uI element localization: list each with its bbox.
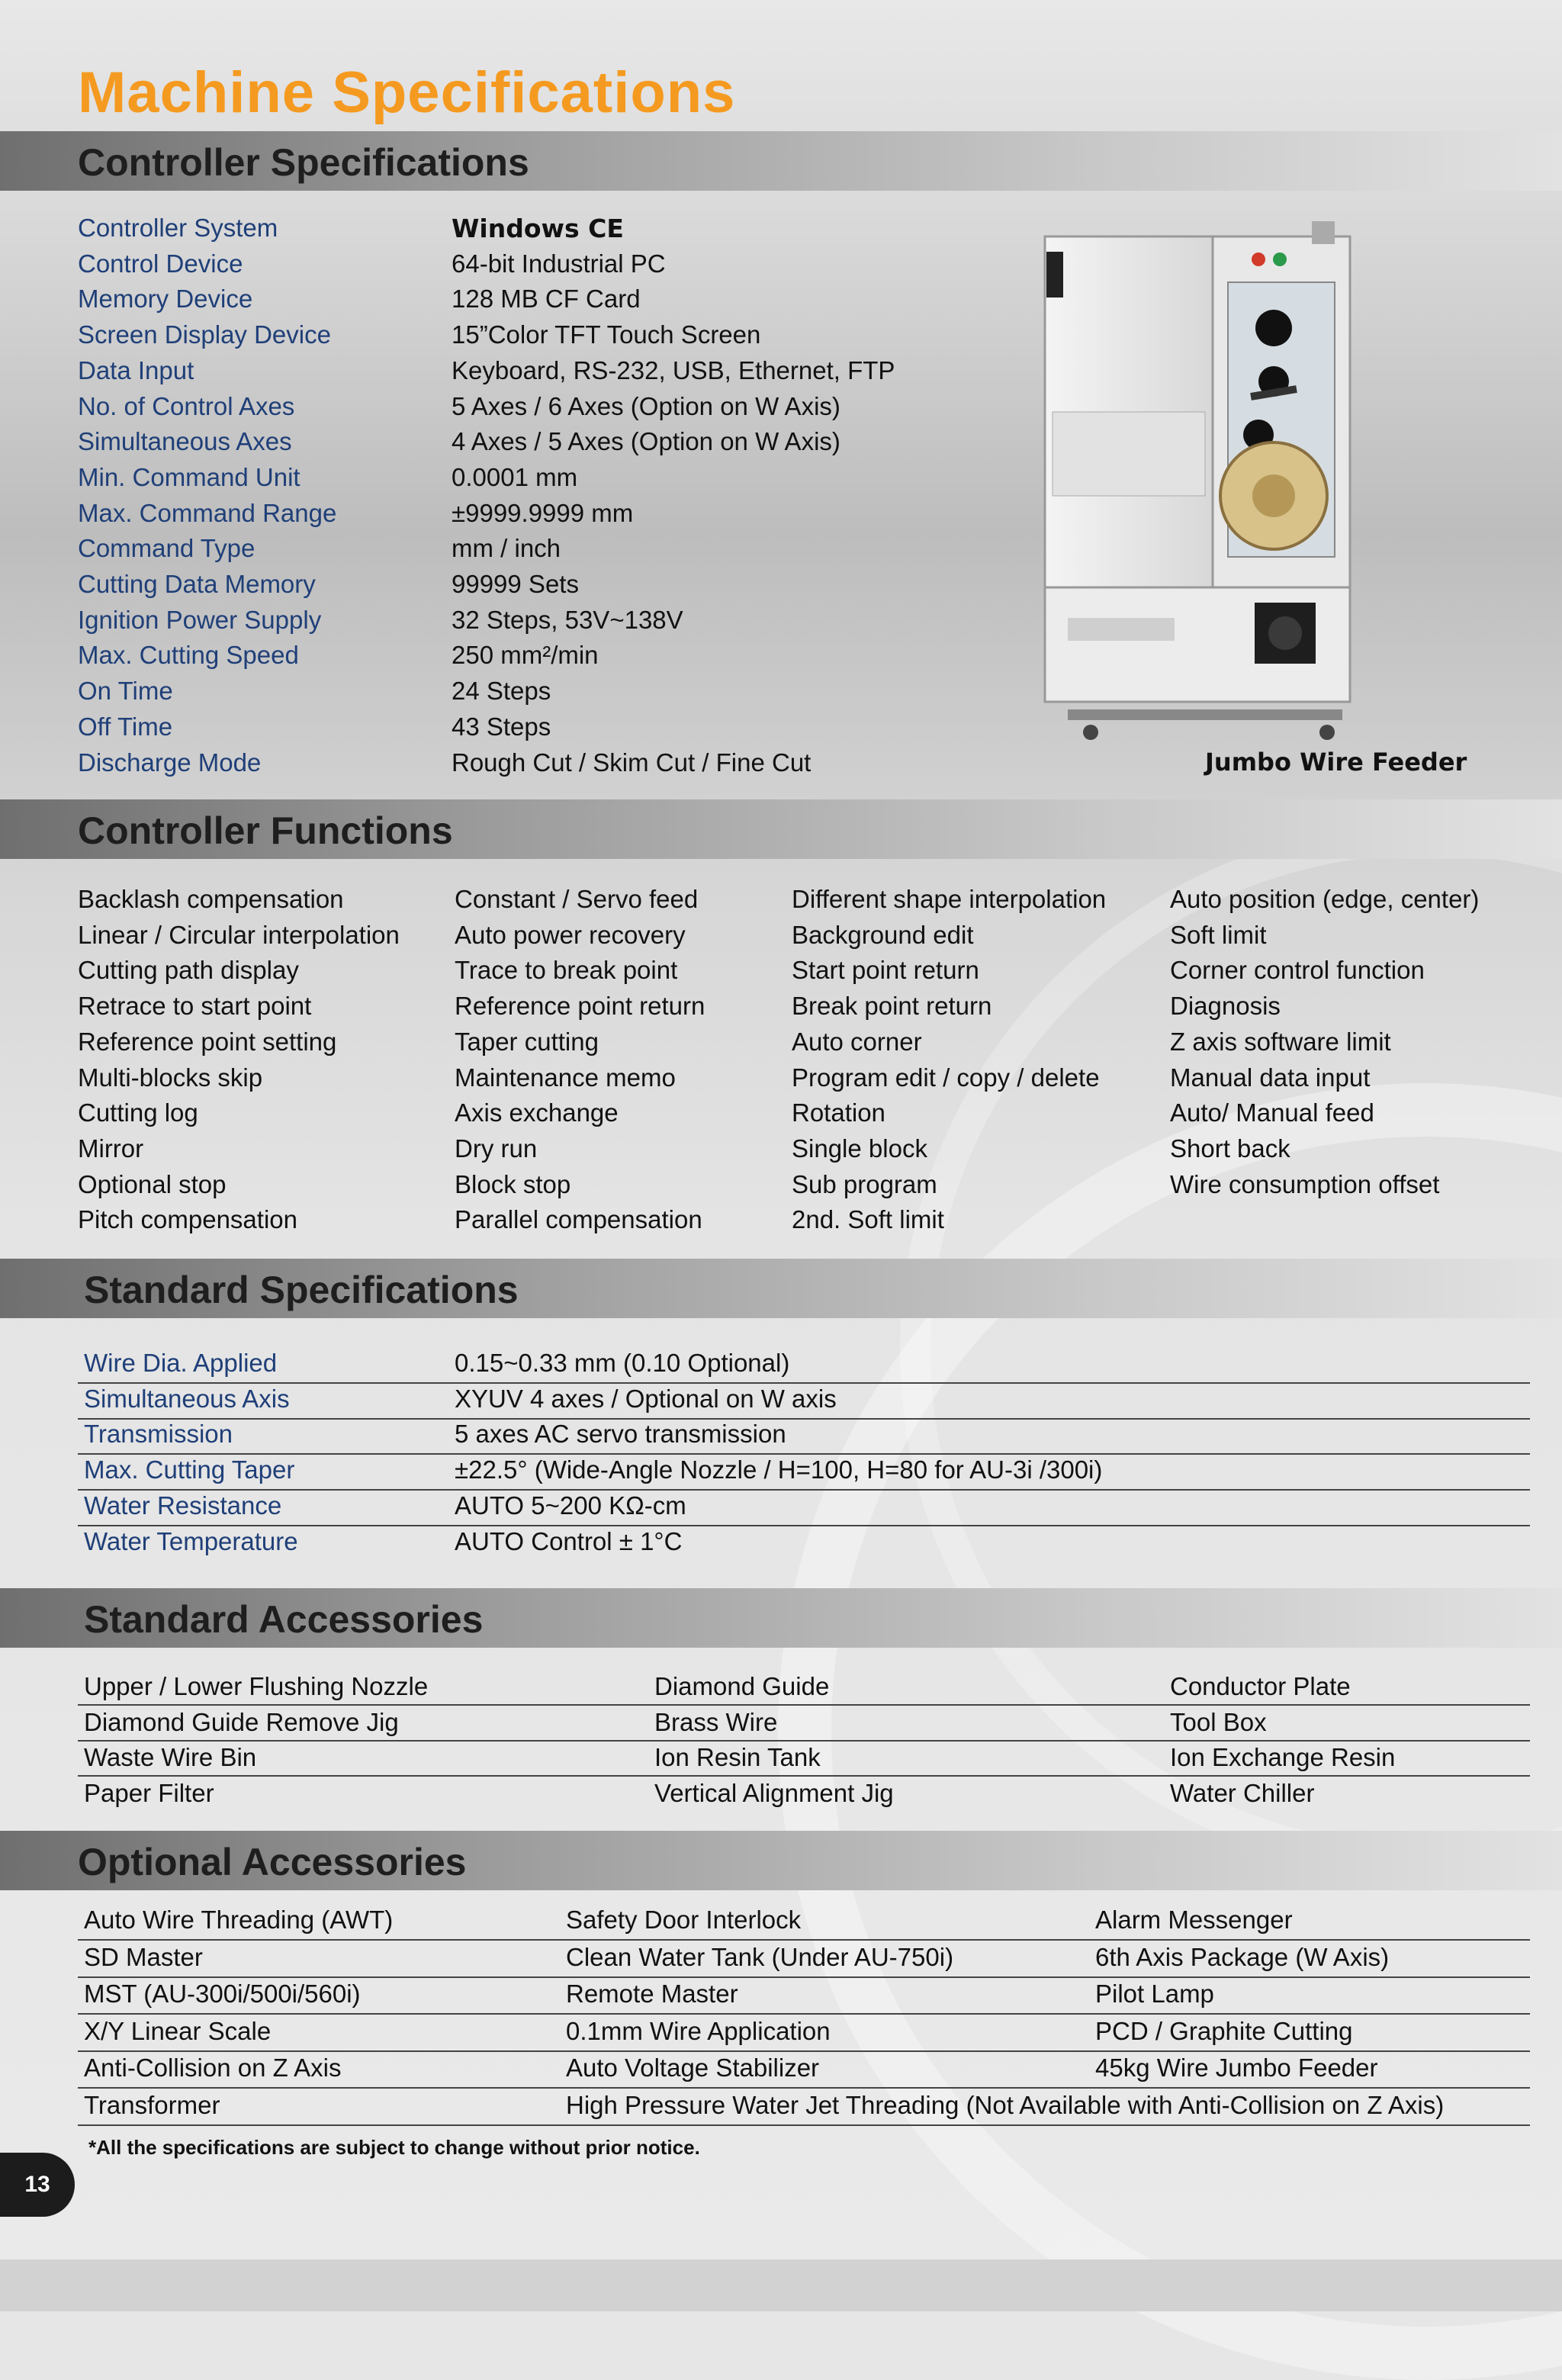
row-divider bbox=[78, 2013, 1530, 2015]
function-item: Constant / Servo feed bbox=[455, 885, 699, 913]
optional-accessory-item: PCD / Graphite Cutting bbox=[1095, 2016, 1353, 2045]
bottom-bar bbox=[0, 2259, 1562, 2311]
row-divider bbox=[78, 1976, 1530, 1978]
optional-accessory-item: 0.1mm Wire Application bbox=[566, 2016, 831, 2045]
spec-value: 128 MB CF Card bbox=[452, 285, 641, 314]
function-item: Single block bbox=[792, 1134, 927, 1163]
spec-value: 4 Axes / 5 Axes (Option on W Axis) bbox=[452, 427, 840, 456]
row-divider bbox=[78, 1418, 1530, 1420]
function-item: Optional stop bbox=[78, 1169, 227, 1198]
accessory-item: Conductor Plate bbox=[1170, 1672, 1351, 1700]
row-divider bbox=[78, 1453, 1530, 1455]
optional-accessory-item: Clean Water Tank (Under AU-750i) bbox=[566, 1942, 954, 1971]
function-item: Maintenance memo bbox=[455, 1063, 676, 1092]
spec-label: Control Device bbox=[78, 249, 243, 278]
spec-label: Wire Dia. Applied bbox=[84, 1349, 278, 1377]
spec-value: 0.15~0.33 mm (0.10 Optional) bbox=[455, 1349, 790, 1377]
row-divider bbox=[78, 2050, 1530, 2052]
spec-value: 15”Color TFT Touch Screen bbox=[452, 320, 761, 349]
spec-label: Water Temperature bbox=[84, 1526, 298, 1555]
function-item: Auto corner bbox=[792, 1027, 922, 1056]
accessory-item: Ion Exchange Resin bbox=[1170, 1743, 1396, 1772]
function-item: Background edit bbox=[792, 920, 974, 949]
function-item: 2nd. Soft limit bbox=[792, 1205, 944, 1234]
function-item: Trace to break point bbox=[455, 956, 678, 985]
spec-label: Discharge Mode bbox=[78, 748, 262, 777]
optional-accessory-item: X/Y Linear Scale bbox=[84, 2016, 272, 2045]
function-item: Retrace to start point bbox=[78, 992, 312, 1021]
footnote: *All the specifications are subject to change without prior notice. bbox=[88, 2136, 700, 2159]
accessory-item: Tool Box bbox=[1170, 1707, 1267, 1736]
optional-accessory-item: Anti-Collision on Z Axis bbox=[84, 2054, 342, 2082]
spec-value: 250 mm²/min bbox=[452, 641, 599, 670]
function-item: Parallel compensation bbox=[455, 1205, 702, 1234]
function-item: Soft limit bbox=[1170, 920, 1267, 949]
function-item: Program edit / copy / delete bbox=[792, 1063, 1100, 1092]
accessory-item: Vertical Alignment Jig bbox=[654, 1779, 894, 1808]
optional-accessory-item: 45kg Wire Jumbo Feeder bbox=[1095, 2054, 1378, 2082]
section-title: Standard Specifications bbox=[84, 1269, 519, 1311]
function-item: Different shape interpolation bbox=[792, 885, 1107, 913]
function-item: Mirror bbox=[78, 1134, 144, 1163]
function-item: Manual data input bbox=[1170, 1063, 1371, 1092]
section-title: Optional Accessories bbox=[78, 1841, 467, 1883]
spec-value: Rough Cut / Skim Cut / Fine Cut bbox=[452, 748, 812, 777]
optional-accessory-item: Safety Door Interlock bbox=[566, 1906, 802, 1934]
spec-label: Water Resistance bbox=[84, 1491, 282, 1520]
spec-value: 5 axes AC servo transmission bbox=[455, 1420, 786, 1449]
spec-value: 43 Steps bbox=[452, 712, 551, 741]
function-item: Multi-blocks skip bbox=[78, 1063, 263, 1092]
spec-value: ±22.5° (Wide-Angle Nozzle / H=100, H=80 for AU-3i /300i) bbox=[455, 1455, 1103, 1484]
optional-accessory-item: Remote Master bbox=[566, 1980, 738, 2008]
optional-accessory-item: SD Master bbox=[84, 1942, 203, 1971]
function-item: Short back bbox=[1170, 1134, 1290, 1163]
spec-value: mm / inch bbox=[452, 534, 561, 563]
function-item: Auto position (edge, center) bbox=[1170, 885, 1480, 913]
function-item: Auto/ Manual feed bbox=[1170, 1098, 1374, 1127]
spec-value: Windows CE bbox=[452, 214, 624, 243]
spec-label: Simultaneous Axis bbox=[84, 1384, 290, 1413]
function-item: Cutting log bbox=[78, 1098, 198, 1127]
accessory-item: Upper / Lower Flushing Nozzle bbox=[84, 1672, 429, 1700]
section-header-standard-specs bbox=[0, 1259, 1562, 1318]
optional-accessory-item: Transformer bbox=[84, 2090, 220, 2119]
row-divider bbox=[78, 1704, 1530, 1706]
function-item: Z axis software limit bbox=[1170, 1027, 1391, 1056]
section-header-optional-accessories bbox=[0, 1831, 1562, 1890]
function-item: Cutting path display bbox=[78, 956, 299, 985]
accessory-item: Brass Wire bbox=[654, 1707, 778, 1736]
row-divider bbox=[78, 1740, 1530, 1742]
function-item: Diagnosis bbox=[1170, 992, 1281, 1021]
accessory-item: Ion Resin Tank bbox=[654, 1743, 821, 1772]
function-item: Axis exchange bbox=[455, 1098, 619, 1127]
function-item: Corner control function bbox=[1170, 956, 1425, 985]
spec-value: AUTO Control ± 1°C bbox=[455, 1526, 683, 1555]
function-item: Sub program bbox=[792, 1169, 937, 1198]
function-item: Reference point return bbox=[455, 992, 705, 1021]
spec-label: Min. Command Unit bbox=[78, 462, 301, 491]
optional-accessory-item: Alarm Messenger bbox=[1095, 1906, 1293, 1934]
function-item: Start point return bbox=[792, 956, 979, 985]
optional-accessory-item: Auto Voltage Stabilizer bbox=[566, 2054, 820, 2082]
optional-accessory-item: Auto Wire Threading (AWT) bbox=[84, 1906, 394, 1934]
optional-accessory-item: 6th Axis Package (W Axis) bbox=[1095, 1942, 1390, 1971]
section-header-controller-specs bbox=[0, 131, 1562, 191]
accessory-item: Paper Filter bbox=[84, 1779, 214, 1808]
function-item: Pitch compensation bbox=[78, 1205, 297, 1234]
spec-value: 99999 Sets bbox=[452, 570, 579, 598]
row-divider bbox=[78, 1382, 1530, 1384]
spec-value: 5 Axes / 6 Axes (Option on W Axis) bbox=[452, 391, 840, 420]
spec-value: AUTO 5~200 KΩ-cm bbox=[455, 1491, 686, 1520]
optional-accessory-item: MST (AU-300i/500i/560i) bbox=[84, 1980, 361, 2008]
spec-label: Screen Display Device bbox=[78, 320, 331, 349]
accessory-item: Diamond Guide Remove Jig bbox=[84, 1707, 399, 1736]
function-item: Rotation bbox=[792, 1098, 885, 1127]
spec-value: 0.0001 mm bbox=[452, 462, 578, 491]
spec-label: Command Type bbox=[78, 534, 256, 563]
row-divider bbox=[78, 1775, 1530, 1777]
function-item: Reference point setting bbox=[78, 1027, 337, 1056]
accessory-item: Water Chiller bbox=[1170, 1779, 1315, 1808]
section-header-standard-accessories bbox=[0, 1588, 1562, 1648]
section-title: Controller Specifications bbox=[78, 141, 529, 184]
function-item: Taper cutting bbox=[455, 1027, 599, 1056]
function-item: Linear / Circular interpolation bbox=[78, 920, 400, 949]
function-item: Block stop bbox=[455, 1169, 571, 1198]
spec-label: Data Input bbox=[78, 355, 194, 384]
spec-label: Max. Cutting Speed bbox=[78, 641, 299, 670]
spec-value: Keyboard, RS-232, USB, Ethernet, FTP bbox=[452, 355, 895, 384]
spec-value: XYUV 4 axes / Optional on W axis bbox=[455, 1384, 837, 1413]
spec-label: Max. Cutting Taper bbox=[84, 1455, 295, 1484]
jumbo-wire-feeder-image bbox=[1037, 221, 1510, 748]
accessory-item: Waste Wire Bin bbox=[84, 1743, 257, 1772]
spec-label: No. of Control Axes bbox=[78, 391, 295, 420]
spec-label: Cutting Data Memory bbox=[78, 570, 316, 598]
image-caption: Jumbo Wire Feeder bbox=[1205, 748, 1467, 777]
function-item: Auto power recovery bbox=[455, 920, 686, 949]
row-divider bbox=[78, 1525, 1530, 1526]
spec-label: Controller System bbox=[78, 214, 278, 242]
spec-value: 24 Steps bbox=[452, 677, 551, 706]
optional-accessory-item: Pilot Lamp bbox=[1095, 1980, 1214, 2008]
spec-label: Max. Command Range bbox=[78, 498, 337, 527]
accessory-item: Diamond Guide bbox=[654, 1672, 830, 1700]
spec-label: Off Time bbox=[78, 712, 173, 741]
section-header-controller-functions bbox=[0, 799, 1562, 859]
function-item: Backlash compensation bbox=[78, 885, 344, 913]
row-divider bbox=[78, 2087, 1530, 2089]
optional-accessory-item: High Pressure Water Jet Threading (Not Available with Anti-Collision on Z Axis) bbox=[566, 2090, 1445, 2119]
page-title: Machine Specifications bbox=[78, 60, 736, 125]
spec-label: Transmission bbox=[84, 1420, 233, 1449]
page-number: 13 bbox=[0, 2153, 75, 2217]
function-item: Break point return bbox=[792, 992, 992, 1021]
spec-label: Memory Device bbox=[78, 285, 253, 314]
section-title: Controller Functions bbox=[78, 809, 453, 852]
row-divider bbox=[78, 2124, 1530, 2126]
function-item: Wire consumption offset bbox=[1170, 1169, 1440, 1198]
section-title: Standard Accessories bbox=[84, 1598, 484, 1641]
spec-label: On Time bbox=[78, 677, 173, 706]
spec-value: 64-bit Industrial PC bbox=[452, 249, 666, 278]
function-item: Dry run bbox=[455, 1134, 538, 1163]
spec-label: Ignition Power Supply bbox=[78, 605, 322, 634]
spec-value: 32 Steps, 53V~138V bbox=[452, 605, 683, 634]
spec-label: Simultaneous Axes bbox=[78, 427, 292, 456]
spec-value: ±9999.9999 mm bbox=[452, 498, 634, 527]
row-divider bbox=[78, 1489, 1530, 1491]
row-divider bbox=[78, 1939, 1530, 1941]
